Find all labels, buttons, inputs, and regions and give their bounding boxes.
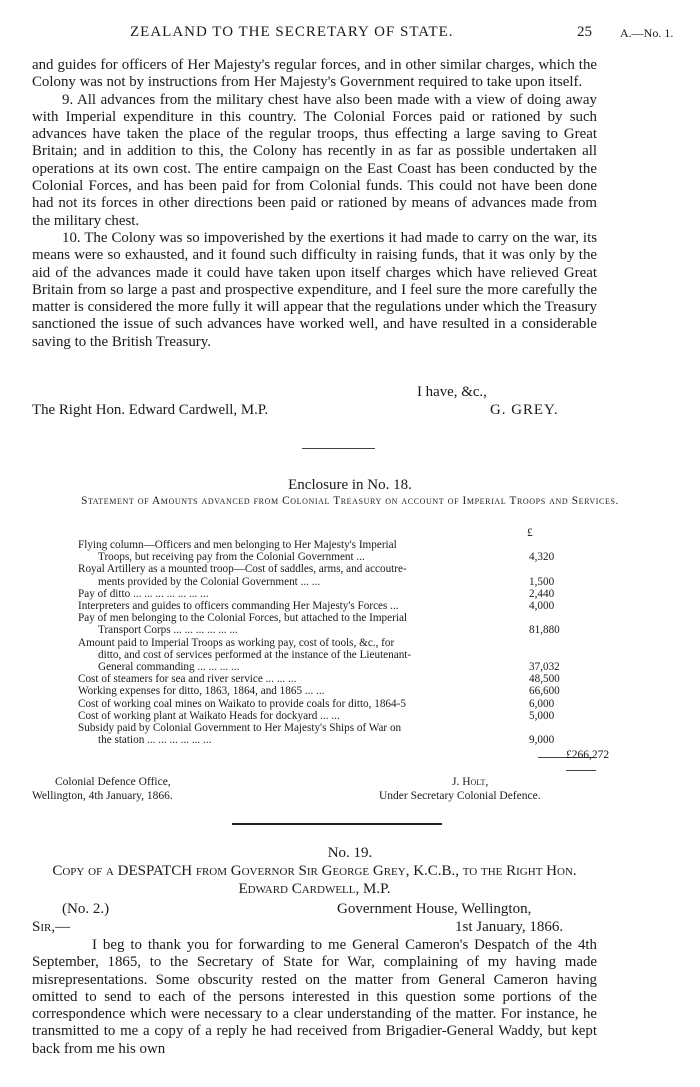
- item-line: Working expenses for ditto, 1863, 1864, and 1865 ... ...: [78, 685, 325, 698]
- item-line: Cost of steamers for sea and river service ... ... ...: [78, 673, 297, 686]
- table-row: [78, 637, 598, 674]
- document-reference: A.—No. 1.: [620, 26, 674, 40]
- item-line: Royal Artillery as a mounted troop—Cost of saddles, arms, and accoutre-: [78, 563, 407, 576]
- item-line: ments provided by the Colonial Government ... ...: [98, 575, 321, 588]
- item-line: Pay of ditto ... ... ... ... ... ... ...: [78, 587, 209, 600]
- running-title: ZEALAND TO THE SECRETARY OF STATE.: [130, 24, 454, 40]
- item-amount: 4,000: [529, 600, 555, 613]
- page-number: 25: [577, 24, 592, 40]
- page-header: [0, 24, 700, 46]
- section-divider-thick: [232, 823, 442, 825]
- item-amount: 66,600: [529, 685, 560, 698]
- item-line: Subsidy paid by Colonial Government to Her Majesty's Ships of War on: [78, 722, 402, 735]
- item-amount: 1,500: [529, 575, 555, 588]
- table-row: [78, 685, 598, 697]
- office-name: Colonial Defence Office,: [55, 776, 171, 788]
- enclosure-title: Enclosure in No. 18.: [288, 477, 412, 493]
- item-line: Transport Corps ... ... ... ... ... ...: [98, 624, 238, 637]
- item-line: Amount paid to Imperial Troops as working pay, cost of tools, &c., for: [78, 636, 395, 649]
- enclosure-signer: J. Holt,: [452, 776, 489, 788]
- despatch-body: [32, 937, 597, 1058]
- item-amount: 37,032: [529, 661, 560, 674]
- total-underline: [566, 770, 596, 771]
- table-row: [78, 673, 598, 685]
- item-amount: 2,440: [529, 587, 555, 600]
- item-amount: 6,000: [529, 697, 555, 710]
- item-amount: 81,880: [529, 624, 560, 637]
- table-row: [78, 600, 598, 612]
- table-row: [78, 539, 598, 563]
- despatch-location: Government House, Wellington,: [337, 901, 532, 917]
- table-row: [78, 722, 598, 746]
- item-line: the station ... ... ... ... ... ...: [98, 734, 212, 747]
- salutation: Sir,—: [32, 919, 71, 935]
- item-line: Cost of working coal mines on Waikato to provide coals for ditto, 1864-5: [78, 697, 406, 710]
- item-line: Interpreters and guides to officers commanding Her Majesty's Forces ...: [78, 600, 399, 613]
- paragraph-10: 10. The Colony was so impoverished by the exertions it had made to carry on the war, its means were so exhausted, and it found such difficulty in raising funds, that it was only by the aid of the advances made it could have taken upon itself charges which have relieved Great Britain from so large a past and prospective expenditure, and I feel sure the more carefully the matter is considered the more fully it will appear that the regulations under which the Treasury sanctioned the issue of such advances have worked well, and have resulted in a considerable saving to the British Treasury.: [32, 229, 597, 350]
- item-line: Pay of men belonging to the Colonial Forces, but attached to the Imperial: [78, 612, 408, 625]
- enclosure-signer-title: Under Secretary Colonial Defence.: [379, 790, 541, 802]
- despatch-paragraph: I beg to thank you for forwarding to me General Cameron's Despatch of the 4th September, 1865, to the Secretary of State for War, complaining of my having made misrepresentations. Some obscurity rested on the matter from General Cameron having omitted to send to each of the persons interested in this question some portions of the correspondence which were necessary to a clear understanding of the matter. For instance, he transmitted to me a copy of a reply he had received from Brigadier-General Waddy, but kept back from me his own: [32, 937, 597, 1057]
- paragraph-9: 9. All advances from the military chest have also been made with a view of doing away with Imperial expenditure in this country. The Colonial Forces paid or rationed by such advances have taken the place of the regular troops, thus effecting a large saving to Great Britain; and in addition to this, the Colony has recently in as far as possible undertaken all operations at its own cost. The entire campaign on the East Coast has been conducted by the Colonial Forces, and has been paid for from Colonial funds. This could not have been done had not its forces in other directions been paid or rationed by means of advances made from the military chest.: [32, 91, 597, 229]
- table-row: [78, 710, 598, 722]
- despatch-number: No. 19.: [327, 845, 373, 861]
- paragraph-continued: and guides for officers of Her Majesty's regular forces, and in other similar charges, which the Colony was not by instructions from Her Majesty's Government required to take upon itself.: [32, 57, 597, 91]
- table-row: [78, 563, 598, 587]
- item-line: Flying column—Officers and men belonging to Her Majesty's Imperial: [78, 539, 397, 551]
- item-line: Cost of working plant at Waikato Heads for dockyard ... ...: [78, 709, 340, 722]
- addressee: The Right Hon. Edward Cardwell, M.P.: [32, 402, 269, 418]
- despatch-doc-number: (No. 2.): [62, 901, 110, 917]
- table-row: [78, 588, 598, 600]
- closing-phrase: I have, &c.,: [417, 384, 487, 400]
- item-amount: 48,500: [529, 673, 560, 686]
- item-line: General commanding ... ... ... ...: [98, 661, 240, 674]
- signatory: G. GREY.: [490, 402, 559, 418]
- body-text: [32, 57, 597, 351]
- total-amount: £266,272: [566, 749, 610, 761]
- item-amount: 9,000: [529, 734, 555, 747]
- currency-symbol: £: [527, 527, 533, 539]
- item-line: ditto, and cost of services performed at the instance of the Lieutenant-: [98, 648, 412, 661]
- office-date: Wellington, 4th January, 1866.: [32, 790, 173, 802]
- despatch-date: 1st January, 1866.: [455, 919, 564, 935]
- statement-heading: Statement of Amounts advanced from Colonial Treasury on account of Imperial Troops and Services.: [81, 495, 619, 507]
- item-amount: 5,000: [529, 709, 555, 722]
- table-row: [78, 698, 598, 710]
- section-divider: [302, 448, 375, 449]
- despatch-heading: Copy of a DESPATCH from Governor Sir George Grey, K.C.B., to the Right Hon. Edward Cardwell, M.P.: [52, 863, 577, 897]
- item-amount: 4,320: [529, 551, 555, 564]
- table-row: [78, 612, 598, 636]
- item-line: Troops, but receiving pay from the Colonial Government ...: [98, 551, 365, 564]
- amounts-table: [78, 527, 598, 746]
